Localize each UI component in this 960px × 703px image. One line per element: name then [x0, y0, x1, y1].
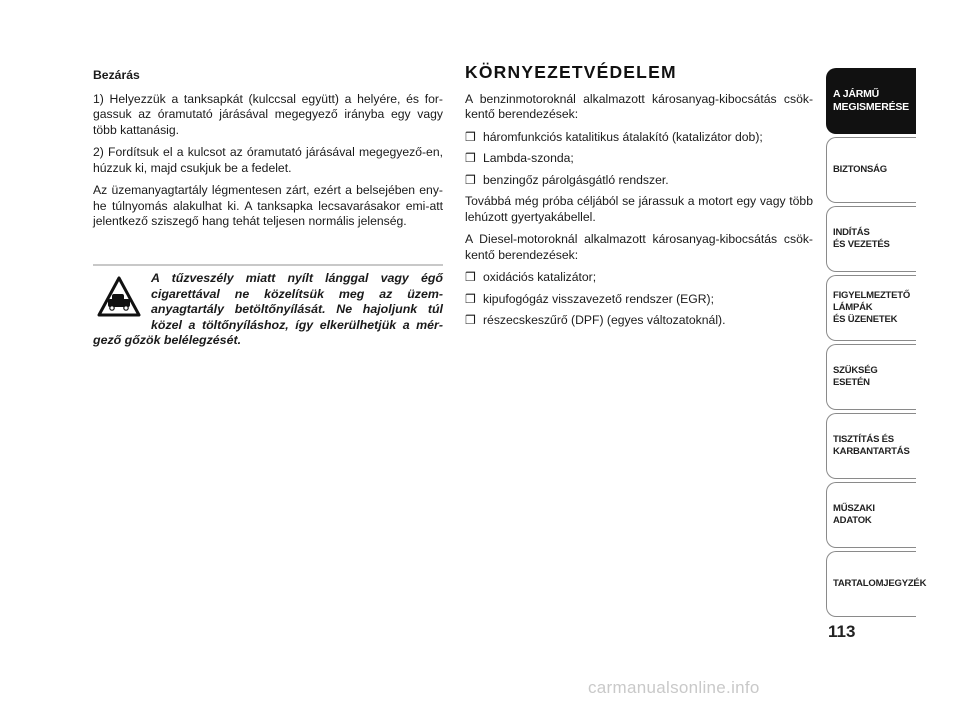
chapter-tabs	[826, 68, 927, 620]
list-item: ❒ háromfunkciós katalitikus átalakító (katalizátor dob);	[465, 129, 763, 144]
tab-starting-driving[interactable]: INDÍTÁS ÉS VEZETÉS	[826, 206, 916, 272]
tab-emergency[interactable]: SZÜKSÉG ESETÉN	[826, 344, 916, 410]
warning-text: A tűzveszély miatt nyílt lánggal vagy égő cigarettával ne közelítsük meg az üzem-anyagtartály betöltőnyílását. Ne hajoljunk túl közel a töltőnyíláshoz, így elkerülhetjük a mér-gező gőzök belélegzését.	[93, 271, 443, 347]
warning-triangle-icon	[97, 275, 141, 319]
paragraph: Az üzemanyagtartály légmentesen zárt, ezért a belsejében eny-he túlnyomás alakulhat ki. A tanksapka lecsavarásakor emi-att jelentkező sziszegő hang tehát teljesen normális jelenség.	[93, 183, 443, 228]
watermark: carmanualsonline.info	[588, 678, 760, 697]
list-item: ❒ oxidációs katalizátor;	[465, 270, 597, 284]
tab-vehicle-overview[interactable]: A JÁRMŰ MEGISMERÉSE	[826, 68, 916, 134]
left-column	[93, 68, 443, 237]
list-item: ❒ Lambda-szonda;	[465, 151, 574, 165]
section-heading-environment: KÖRNYEZETVÉDELEM	[465, 62, 677, 82]
checkbox-bullet-icon: ❒	[465, 172, 476, 187]
list-item: ❒ részecskeszűrő (DPF) (egyes változatoknál).	[465, 313, 726, 327]
list-item: ❒ kipufogógáz visszavezető rendszer (EGR);	[465, 291, 714, 306]
tab-index[interactable]: TARTALOMJEGYZÉK	[826, 551, 916, 617]
tab-maintenance[interactable]: TISZTÍTÁS ÉS KARBANTARTÁS	[826, 413, 916, 479]
warning-box	[93, 264, 443, 349]
tab-warning-lights[interactable]: FIGYELMEZTETŐ LÁMPÁK ÉS ÜZENETEK	[826, 275, 916, 341]
checkbox-bullet-icon: ❒	[465, 291, 476, 306]
paragraph: A Diesel-motoroknál alkalmazott károsanyag-kibocsátás csök-kentő berendezések:	[465, 232, 813, 262]
list-item: ❒ benzingőz párolgásgátló rendszer.	[465, 172, 669, 187]
page-number: 113	[828, 622, 856, 641]
section-heading-closing: Bezárás	[93, 68, 140, 82]
checkbox-bullet-icon: ❒	[465, 270, 476, 284]
paragraph: Továbbá még próba céljából se járassuk a motort egy vagy több lehúzott gyertyakábellel.	[465, 194, 813, 224]
right-column	[465, 62, 813, 335]
paragraph: 1) Helyezzük a tanksapkát (kulccsal együtt) a helyére, és for-gassuk az óramutató járásával megegyező irányba egy vagy több kattanásig.	[93, 91, 443, 137]
checkbox-bullet-icon: ❒	[465, 313, 476, 327]
checkbox-bullet-icon: ❒	[465, 151, 476, 165]
checkbox-bullet-icon: ❒	[465, 129, 476, 144]
divider	[93, 264, 443, 266]
paragraph: 2) Fordítsuk el a kulcsot az óramutató járásával megegyező-en, húzzuk ki, majd csukjuk be a fedelet.	[93, 145, 443, 175]
tab-safety[interactable]: BIZTONSÁG	[826, 137, 916, 203]
tab-technical-data[interactable]: MŰSZAKI ADATOK	[826, 482, 916, 548]
paragraph: A benzinmotoroknál alkalmazott károsanyag-kibocsátás csök-kentő berendezések:	[465, 91, 813, 121]
